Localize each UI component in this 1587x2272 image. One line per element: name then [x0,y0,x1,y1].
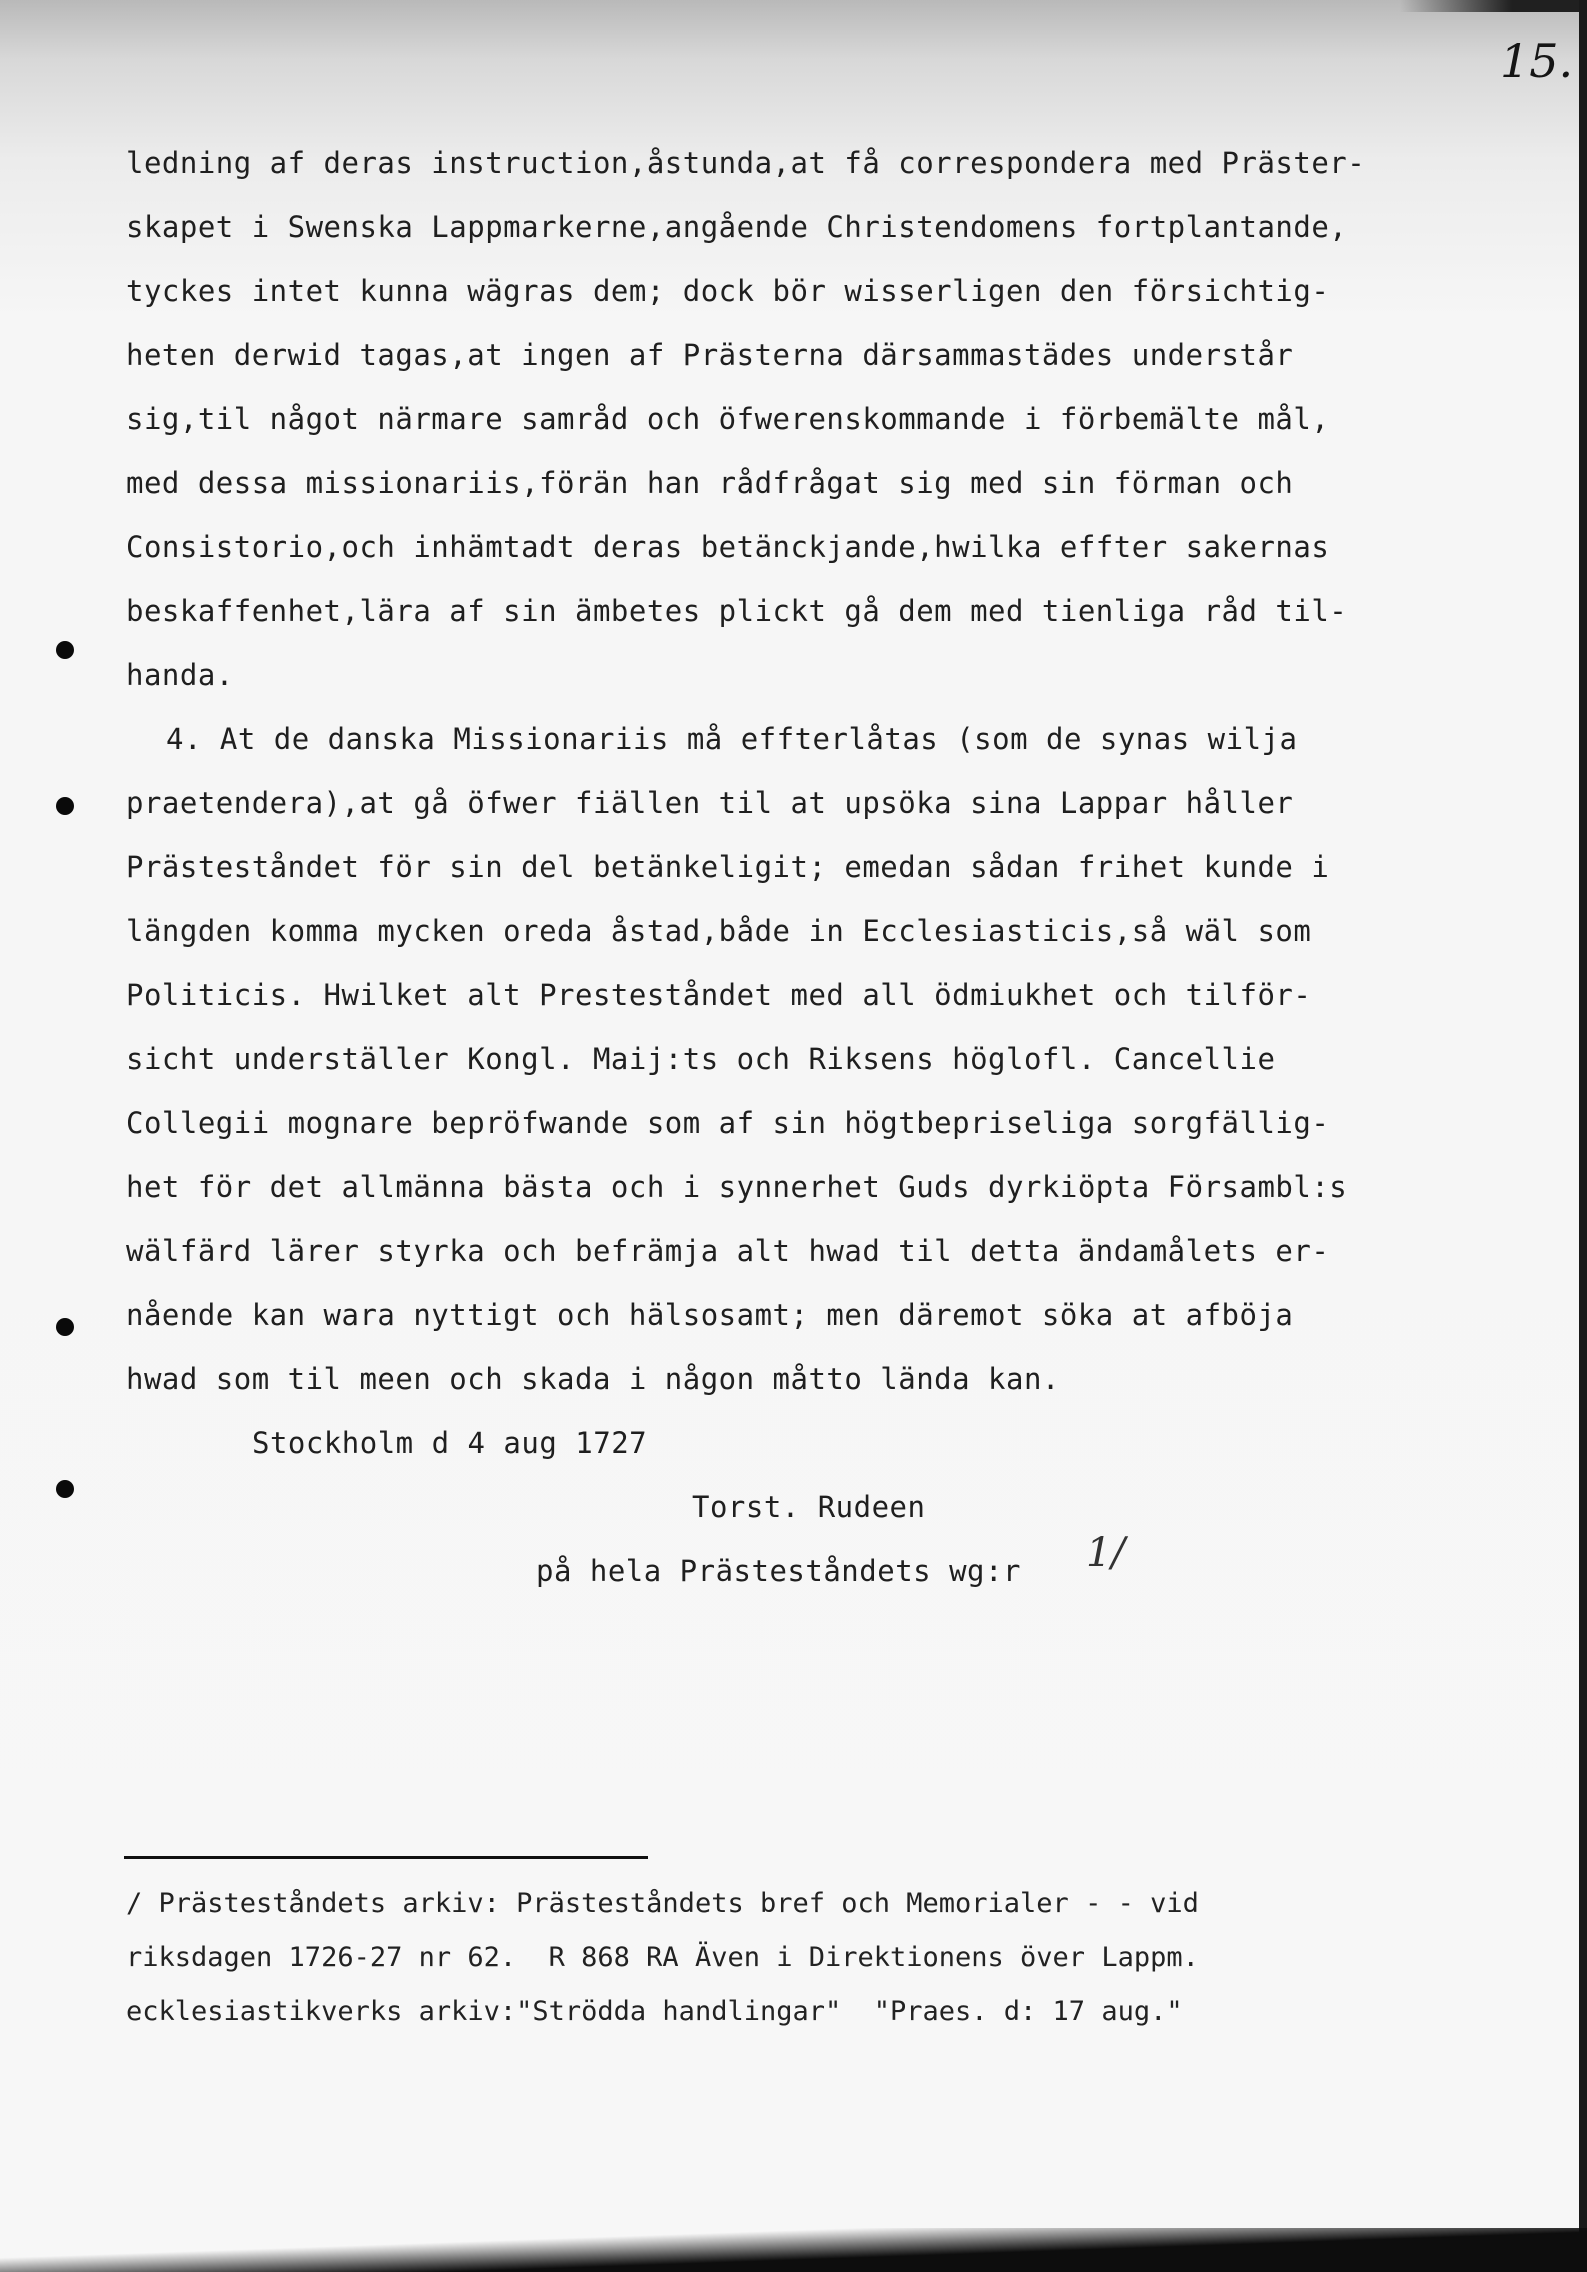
footnote-separator [124,1856,648,1859]
body-line: praetendera),at gå öfwer fiällen til at upsöka sina Lappar håller [126,786,1294,820]
footnote-line: / Prästeståndets arkiv: Prästeståndets bref och Memorialer - - vid [126,1888,1199,1919]
punch-hole-2 [56,797,74,815]
body-line: wälfärd lärer styrka och befrämja alt hwad til detta ändamålets er- [126,1234,1330,1268]
footnote-line: riksdagen 1726-27 nr 62. R 868 RA Även i Direktionens över Lappm. [126,1942,1199,1973]
body-line: med dessa missionariis,förän han rådfrågat sig med sin förman och [126,466,1294,500]
punch-hole-3 [56,1318,74,1336]
body-line: sig,til något närmare samråd och öfwerenskommande i förbemälte mål, [126,402,1330,436]
body-line: nående kan wara nyttigt och hälsosamt; men däremot söka at afböja [126,1298,1294,1332]
punch-hole-4 [56,1480,74,1498]
footnote-reference-mark: 1/ [1086,1530,1125,1576]
body-line: Collegii mognare bepröfwande som af sin högtbepriseliga sorgfällig- [126,1106,1330,1140]
body-line: beskaffenhet,lära af sin ämbetes plickt gå dem med tienliga råd til- [126,594,1348,628]
scan-edge-right [1579,0,1587,2272]
body-line: Prästeståndet för sin del betänkeligit; emedan sådan frihet kunde i [126,850,1330,884]
body-line: hwad som til meen och skada i någon måtto lända kan. [126,1362,1060,1396]
punch-hole-1 [56,641,74,659]
body-line: 4. At de danska Missionariis må effterlåtas (som de synas wilja [166,722,1298,756]
body-line: Politicis. Hwilket alt Presteståndet med all ödmiukhet och tilför- [126,978,1312,1012]
page-number: 15. [1500,34,1574,88]
body-line: längden komma mycken oreda åstad,både in Ecclesiasticis,så wäl som [126,914,1312,948]
body-line: sicht underställer Kongl. Maij:ts och Riksens höglofl. Cancellie [126,1042,1276,1076]
signature-line: på hela Prästeståndets wg:r [536,1554,1021,1588]
body-line: heten derwid tagas,at ingen af Prästerna därsammastädes understår [126,338,1294,372]
scan-edge-bottom [0,2228,1587,2272]
scan-edge-top [1400,0,1587,12]
body-line: skapet i Swenska Lappmarkerne,angående Christendomens fortplantande, [126,210,1348,244]
body-line: Consistorio,och inhämtadt deras betänckjande,hwilka effter sakernas [126,530,1330,564]
body-line: tyckes intet kunna wägras dem; dock bör wisserligen den försichtig- [126,274,1330,308]
place-date: Stockholm d 4 aug 1727 [252,1426,648,1460]
body-line: ledning af deras instruction,åstunda,at få correspondera med Präster- [126,146,1366,180]
signature-name: Torst. Rudeen [692,1490,926,1524]
body-line: handa. [126,658,234,692]
body-line: het för det allmänna bästa och i synnerhet Guds dyrkiöpta Försambl:s [126,1170,1348,1204]
footnote-line: ecklesiastikverks arkiv:"Strödda handlingar" "Praes. d: 17 aug." [126,1996,1183,2027]
